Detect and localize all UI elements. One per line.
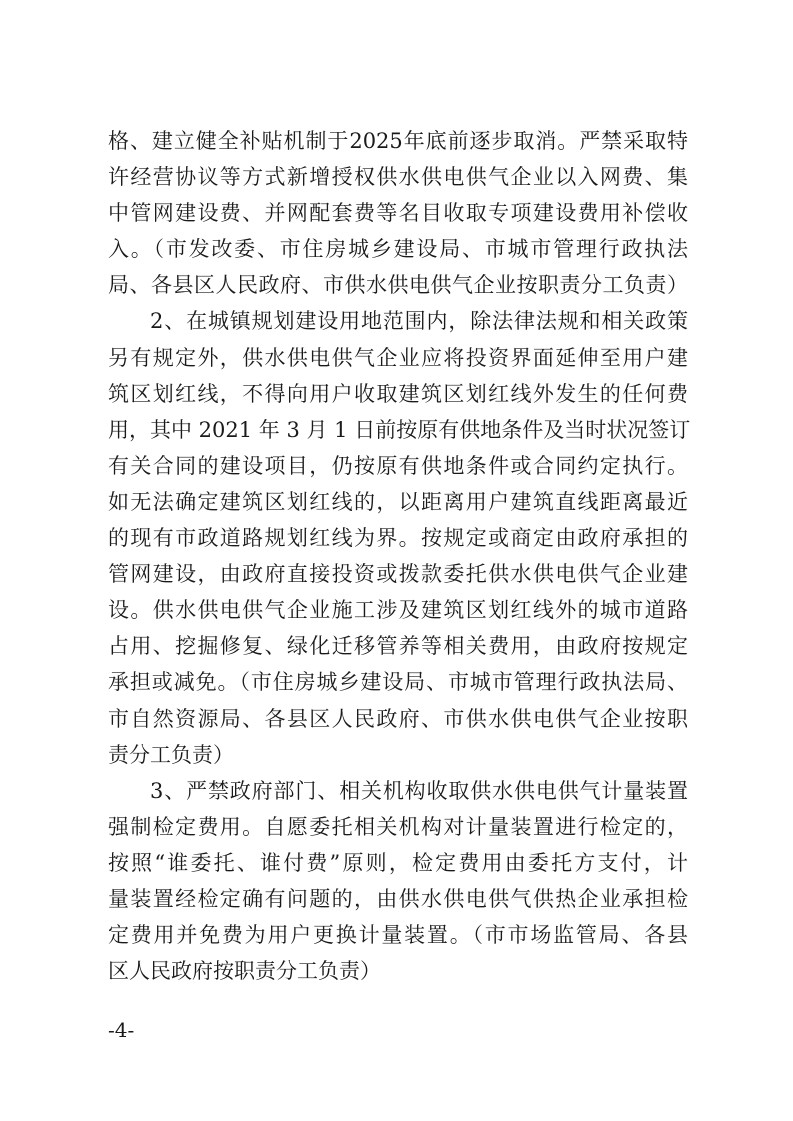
text-line: 有关合同的建设项目，仍按原有供地条件或合同约定执行。 (108, 453, 688, 478)
text-line: 承担或减免。（市住房城乡建设局、市城市管理行政执法局、 (108, 670, 688, 695)
text-line: 区人民政府按职责分工负责） (108, 959, 381, 984)
text-line: 责分工负责） (108, 742, 234, 767)
text-line: 强制检定费用。自愿委托相关机构对计量装置进行检定的， (108, 814, 688, 839)
text-line: 的现有市政道路规划红线为界。按规定或商定由政府承担的 (108, 526, 688, 551)
text-line: 另有规定外，供水供电供气企业应将投资界面延伸至用户建 (108, 345, 688, 370)
body-text (108, 123, 691, 989)
text-line: 用，其中 2021 年 3 月 1 日前按原有供地条件及当时状况签订 (108, 417, 691, 442)
text-line: 量装置经检定确有问题的，由供水供电供气供热企业承担检 (108, 886, 688, 911)
text-line: 局、各县区人民政府、市供水供电供气企业按职责分工负责） (108, 273, 688, 298)
text-line: 格、建立健全补贴机制于2025年底前逐步取消。严禁采取特 (108, 129, 688, 153)
text-line: 中管网建设费、并网配套费等名目收取专项建设费用补偿收 (108, 201, 688, 226)
text-line: 定费用并免费为用户更换计量装置。（市市场监管局、各县 (108, 923, 688, 948)
text-line: 管网建设，由政府直接投资或拨款委托供水供电供气企业建 (108, 562, 688, 587)
text-line: 按照“谁委托、谁付费”原则，检定费用由委托方支付，计 (108, 850, 688, 875)
text-line: 入。（市发改委、市住房城乡建设局、市城市管理行政执法 (108, 237, 688, 262)
text-line: 占用、挖掘修复、绿化迁移管养等相关费用，由政府按规定 (108, 634, 688, 659)
text-line: 许经营协议等方式新增授权供水供电供气企业以入网费、集 (108, 165, 688, 190)
text-line: 如无法确定建筑区划红线的，以距离用户建筑直线距离最近 (108, 489, 688, 514)
text-line: 筑区划红线，不得向用户收取建筑区划红线外发生的任何费 (108, 381, 688, 406)
text-line: 2、在城镇规划建设用地范围内，除法律法规和相关政策 (150, 309, 688, 334)
text-line: 设。供水供电供气企业施工涉及建筑区划红线外的城市道路 (108, 598, 688, 623)
text-line: 3、严禁政府部门、相关机构收取供水供电供气计量装置 (150, 778, 688, 803)
text-line: 市自然资源局、各县区人民政府、市供水供电供气企业按职 (108, 706, 688, 731)
page-number: -4- (108, 1018, 135, 1042)
